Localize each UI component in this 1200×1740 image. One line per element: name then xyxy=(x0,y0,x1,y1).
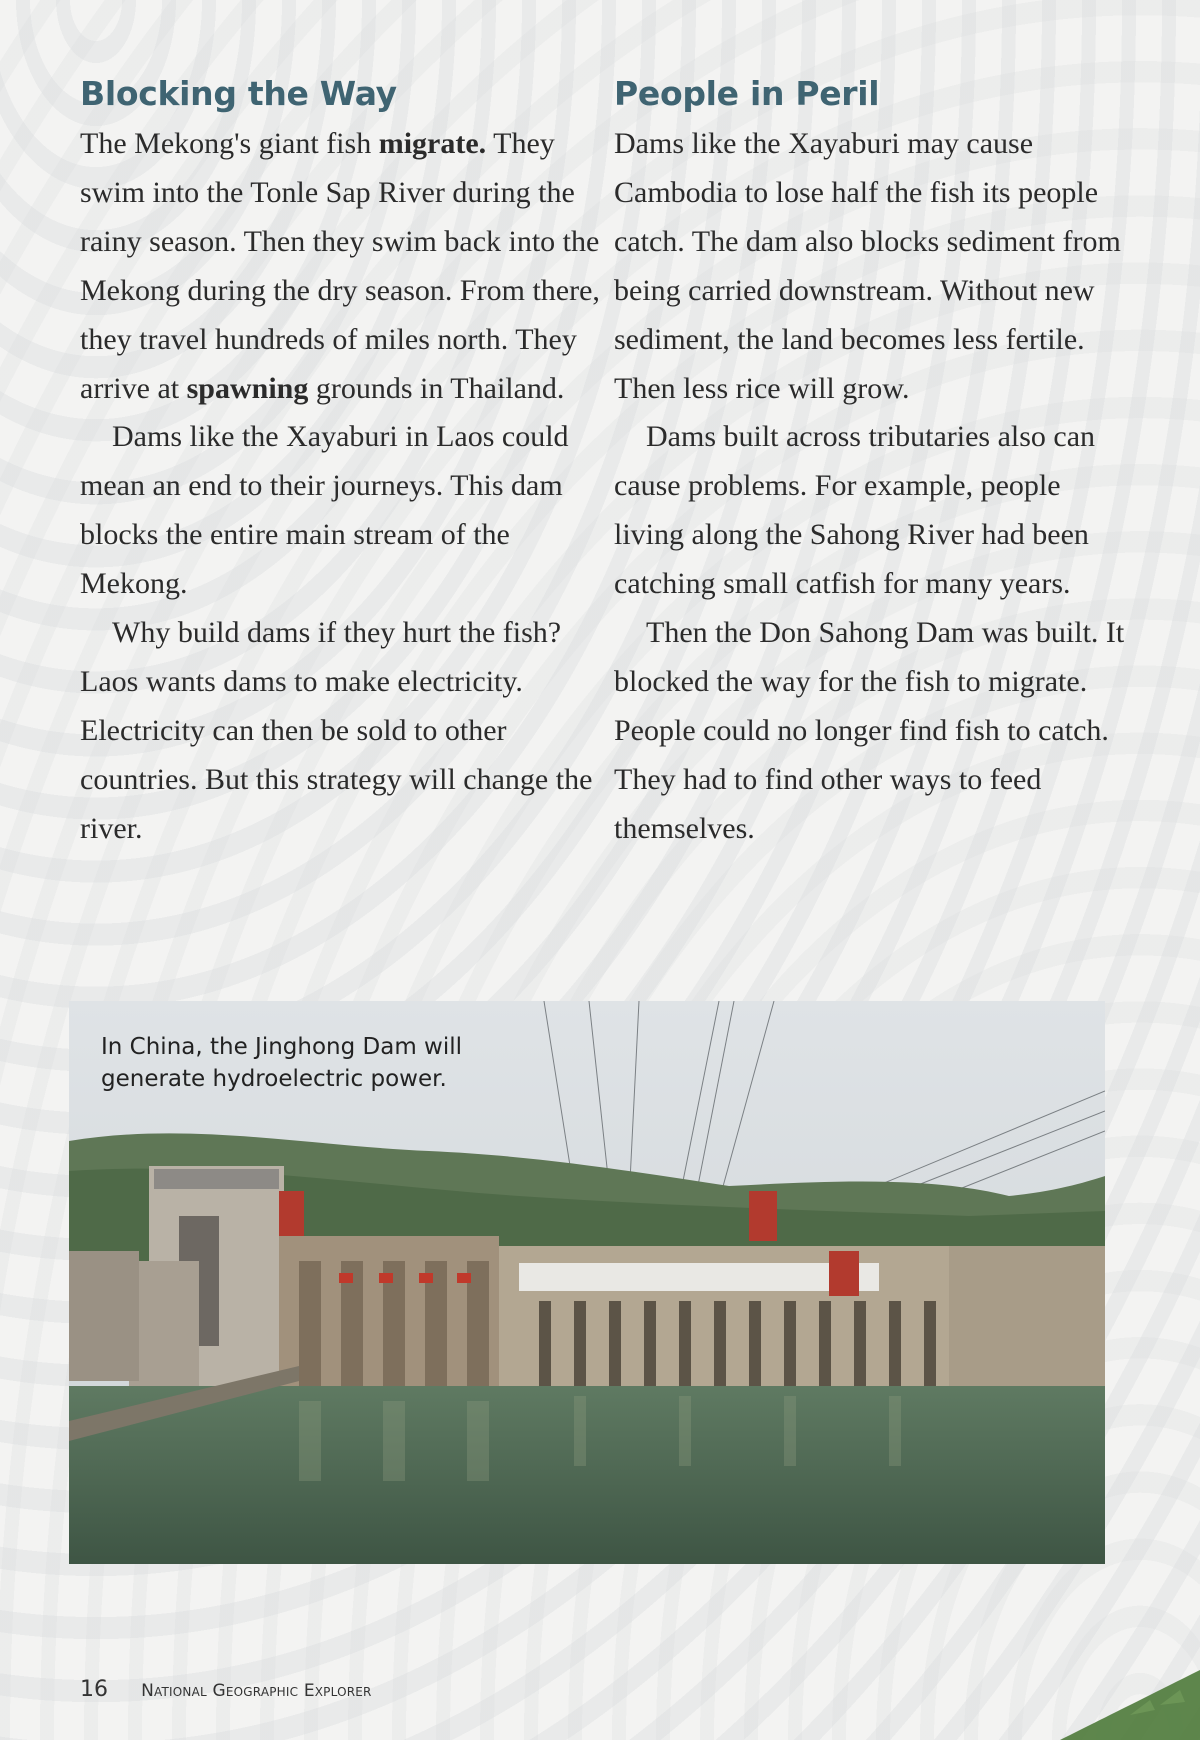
paragraph: Then the Don Sahong Dam was built. It blocked the way for the fish to migrate. People could no longer find fish to catch. They had to find other ways to feed themselves. xyxy=(614,616,1125,845)
left-column xyxy=(80,70,600,854)
page-footer xyxy=(80,1677,372,1702)
section-heading-blocking-the-way: Blocking the Way xyxy=(80,74,397,113)
paragraph: Dams like the Xayaburi may cause Cambodia to lose half the fish its people catch. The dam also blocks sediment from being carried downstream. Without new sediment, the land becomes less fertile. Then less rice will grow. xyxy=(614,127,1121,405)
paragraph: The Mekong's giant fish migrate. They swim into the Tonle Sap River during the rainy season. Then they swim back into the Mekong during the dry season. From there, they travel hundreds of miles north. They arrive at spawning grounds in Thailand. xyxy=(80,127,600,405)
vocab-term-migrate: migrate. xyxy=(378,127,487,160)
vocab-term-spawning: spawning xyxy=(186,371,309,405)
paragraph: Dams like the Xayaburi in Laos could mean an end to their journeys. This dam blocks the entire main stream of the Mekong. xyxy=(80,420,569,601)
paragraph: Why build dams if they hurt the fish? Laos wants dams to make electricity. Electricity can then be sold to other countries. But this strategy will change the river. xyxy=(80,616,593,845)
right-column xyxy=(614,70,1134,854)
publication-name: National Geographic Explorer xyxy=(141,1681,372,1701)
dam-photo xyxy=(69,1001,1105,1564)
page-number: 16 xyxy=(80,1677,108,1702)
decorative-leaf-corner xyxy=(1030,1670,1200,1740)
photo-caption: In China, the Jinghong Dam will generate hydroelectric power. xyxy=(101,1034,463,1092)
paragraph: Dams built across tributaries also can cause problems. For example, people living along the Sahong River had been catching small catfish for many years. xyxy=(614,420,1096,601)
section-heading-people-in-peril: People in Peril xyxy=(614,74,880,113)
